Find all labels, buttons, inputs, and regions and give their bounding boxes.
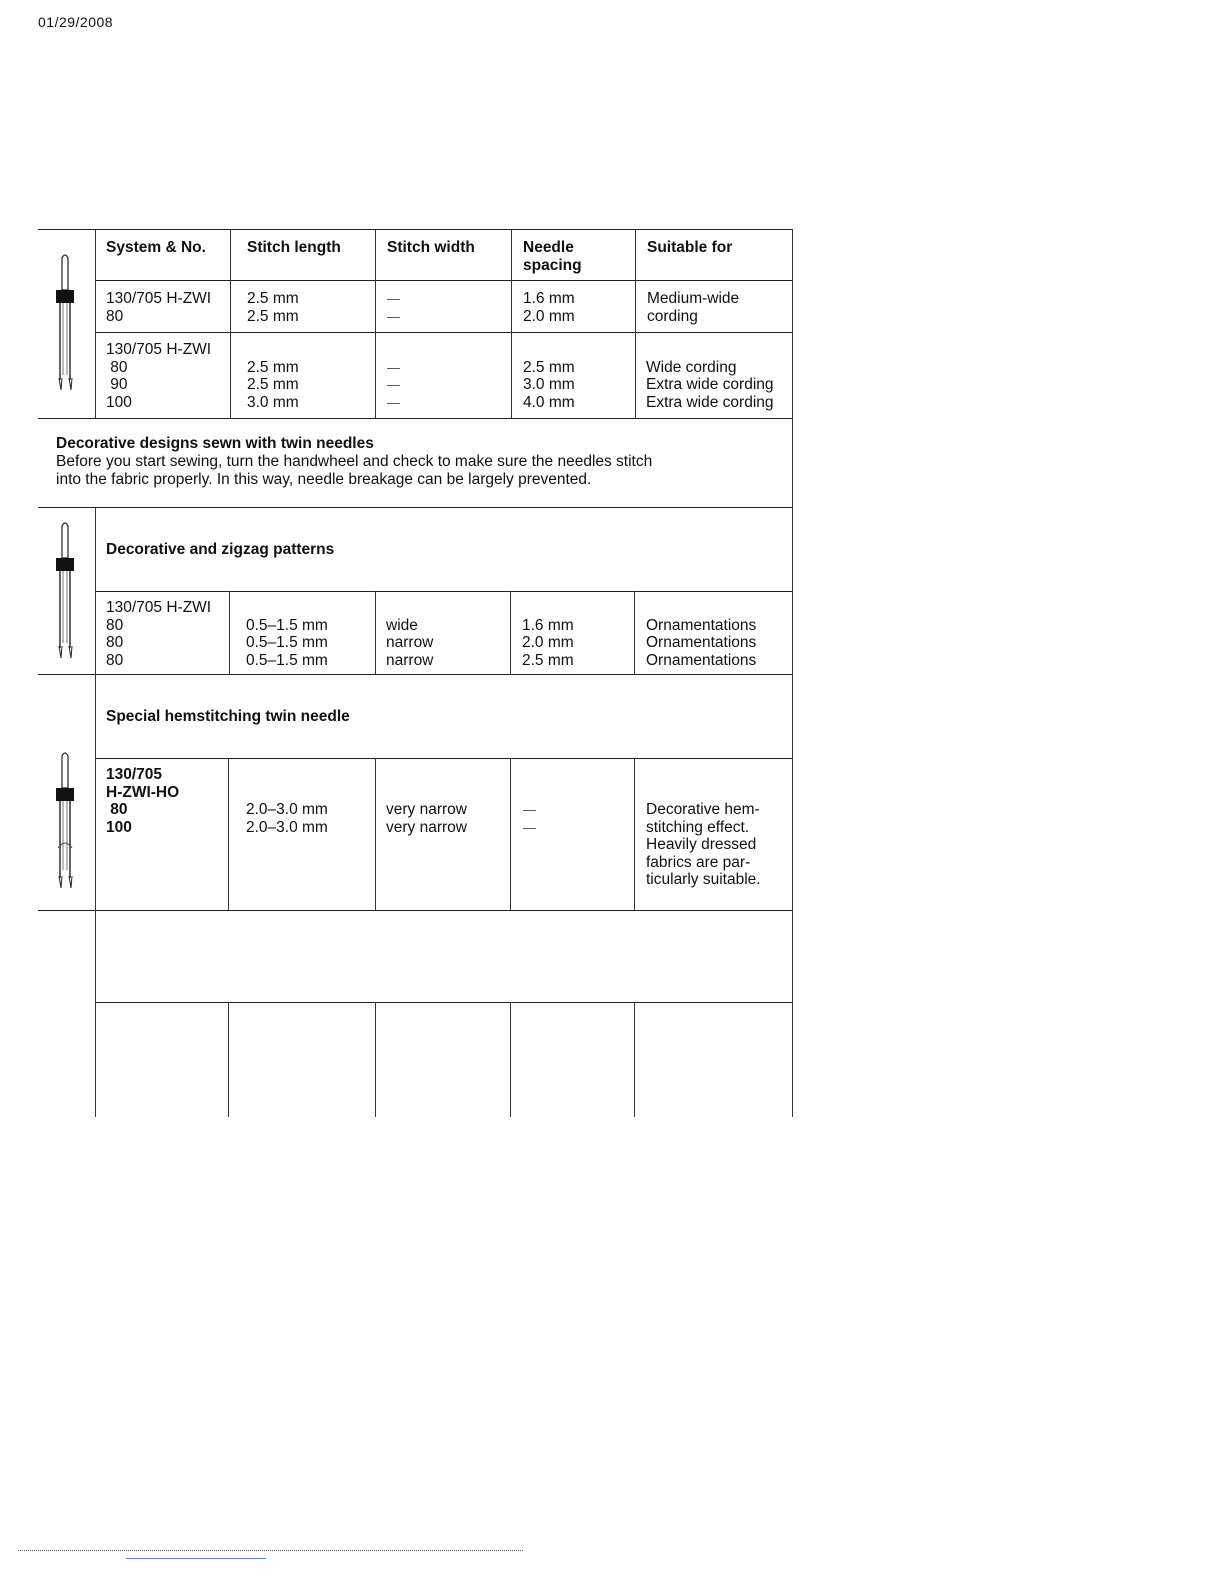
col-border (635, 229, 636, 418)
scan-artifact-line (126, 1558, 266, 1559)
cell-suitable: Ornamentations Ornamentations Ornamentations (646, 616, 757, 669)
col-border (510, 758, 511, 910)
cell-width: very narrow very narrow (386, 801, 467, 836)
row-divider (95, 1002, 792, 1003)
col-border (375, 591, 376, 674)
cell-spacing: 1.6 mm 2.0 mm 2.5 mm (522, 616, 574, 669)
row-divider (38, 418, 792, 419)
cell-spacing: 1.6 mm 2.0 mm (523, 290, 575, 325)
twin-needle-icon (50, 250, 80, 395)
cell-suitable: Wide cording Extra wide cording Extra wide cording (646, 358, 774, 411)
col-border (510, 1002, 511, 1117)
cell-spacing: — — (523, 802, 536, 835)
row-divider (95, 591, 792, 592)
cell-spacing: 2.5 mm 3.0 mm 4.0 mm (523, 358, 575, 411)
col-border (375, 1002, 376, 1117)
cell-suitable: Decorative hem- stitching effect. Heavily dressed fabrics are par- ticularly suitable. (646, 801, 761, 888)
row-divider (38, 910, 792, 911)
cell-system: 130/705 H-ZWI 80 (106, 290, 212, 325)
col-border (511, 229, 512, 418)
document-date: 01/29/2008 (38, 14, 114, 30)
header-stitch-width: Stitch width (387, 239, 475, 256)
section-heading: Decorative and zigzag patterns (106, 541, 335, 558)
header-needle-spacing: Needle spacing (523, 239, 582, 274)
note-title: Decorative designs sewn with twin needles (56, 435, 374, 452)
col-border (375, 229, 376, 418)
section-heading: Special hemstitching twin needle (106, 708, 350, 725)
note-body: Before you start sewing, turn the handwheel and check to make sure the needles stitch into the fabric properly. In this way, needle breakage can be largely prevented. (56, 453, 653, 488)
cell-width: — — (387, 291, 400, 324)
row-divider (95, 758, 792, 759)
col-border (229, 591, 230, 674)
col-border (634, 758, 635, 910)
cell-length: 0.5–1.5 mm 0.5–1.5 mm 0.5–1.5 mm (246, 616, 328, 669)
col-border (95, 229, 96, 418)
table-right-border (792, 229, 793, 1117)
col-border (228, 758, 229, 910)
cell-length: 2.5 mm 2.5 mm (247, 290, 299, 325)
col-border (230, 229, 231, 418)
col-border (228, 1002, 229, 1117)
scan-artifact-line (18, 1550, 523, 1551)
cell-length: 2.5 mm 2.5 mm 3.0 mm (247, 358, 299, 411)
hemstitch-needle-icon (50, 748, 80, 893)
row-divider (38, 674, 792, 675)
row-divider (38, 507, 792, 508)
cell-system: 130/705 H-ZWI 80 80 80 (106, 599, 212, 669)
col-border (95, 507, 96, 1117)
header-system: System & No. (106, 239, 206, 256)
header-suitable-for: Suitable for (647, 239, 733, 256)
twin-needle-icon (50, 518, 80, 663)
header-stitch-length: Stitch length (247, 239, 341, 256)
col-border (634, 1002, 635, 1117)
col-border (375, 758, 376, 910)
cell-width: wide narrow narrow (386, 616, 434, 669)
cell-length: 2.0–3.0 mm 2.0–3.0 mm (246, 801, 328, 836)
col-border (634, 591, 635, 674)
table-top-border (38, 229, 792, 230)
cell-width: — — — (387, 359, 400, 410)
col-border (510, 591, 511, 674)
cell-system: 130/705 H-ZWI 80 90 100 (106, 341, 212, 411)
cell-system: 130/705 H-ZWI-HO 80 100 (106, 766, 180, 836)
row-divider (95, 332, 792, 333)
row-divider (95, 280, 792, 281)
cell-suitable: Medium-wide cording (647, 290, 740, 325)
